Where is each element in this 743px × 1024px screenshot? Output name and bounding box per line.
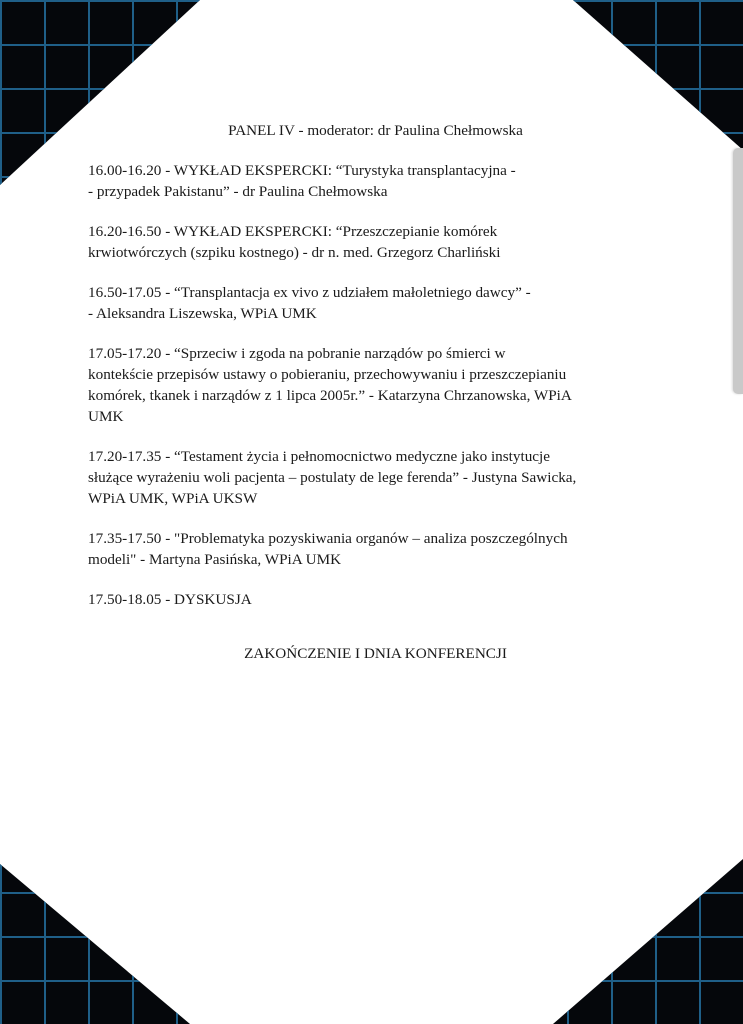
program-entry [88,282,663,324]
closing-heading: ZAKOŃCZENIE I DNIA KONFERENCJI [244,645,507,662]
entry-line: - przypadek Pakistanu” - dr Paulina Chełmowska [88,183,388,200]
entry-line: - Aleksandra Liszewska, WPiA UMK [88,305,317,322]
program-entry [88,221,663,263]
corner-decoration-bottom-left [0,864,190,1024]
entry-line: 17.50-18.05 - DYSKUSJA [88,591,252,608]
entry-line: 16.50-17.05 - “Transplantacja ex vivo z udziałem małoletniego dawcy” - [88,284,531,301]
entry-line: służące wyrażeniu woli pacjenta – postulaty de lege ferenda” - Justyna Sawicka, [88,469,577,486]
entry-line: modeli" - Martyna Pasińska, WPiA UMK [88,551,342,568]
entry-line: komórek, tkanek i narządów z 1 lipca 2005r.” - Katarzyna Chrzanowska, WPiA [88,387,572,404]
entry-line: 16.00-16.20 - WYKŁAD EKSPERCKI: “Turystyka transplantacyjna - [88,162,516,179]
entry-line: krwiotwórczych (szpiku kostnego) - dr n. med. Grzegorz Charliński [88,244,501,261]
entry-line: 17.05-17.20 - “Sprzeciw i zgoda na pobranie narządów po śmierci w [88,345,506,362]
entry-line: 17.35-17.50 - "Problematyka pozyskiwania organów – analiza poszczególnych [88,530,568,547]
entry-line: 17.20-17.35 - “Testament życia i pełnomocnictwo medyczne jako instytucje [88,448,551,465]
program-entry [88,343,663,427]
entry-line: UMK [88,408,124,425]
panel-title: PANEL IV - moderator: dr Paulina Chełmowska [228,122,523,139]
scrollbar-handle[interactable] [733,148,743,394]
entry-line: kontekście przepisów ustawy o pobieraniu, przechowywaniu i przeszczepianiu [88,366,567,383]
program-entry [88,528,663,570]
program-content [88,120,663,664]
corner-decoration-bottom-right [553,859,743,1024]
entry-line: 16.20-16.50 - WYKŁAD EKSPERCKI: “Przeszczepianie komórek [88,223,498,240]
program-entry [88,589,663,610]
program-entry [88,160,663,202]
entry-line: WPiA UMK, WPiA UKSW [88,490,258,507]
program-entry [88,446,663,509]
